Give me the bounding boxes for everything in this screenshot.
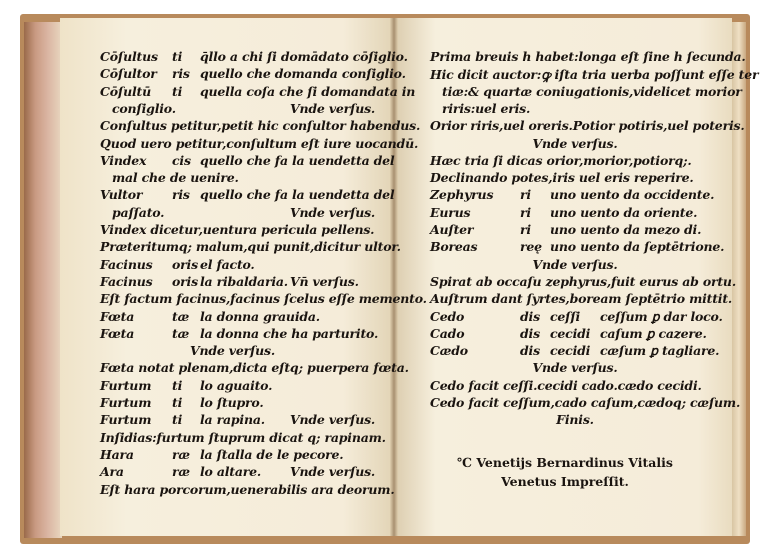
line-text: Declinando potes,iris uel eris reperire. — [430, 170, 694, 186]
line-text: Quod uero petitur,conſultum eſt iure uocandū. — [100, 135, 419, 151]
ending: tæ — [172, 325, 190, 341]
headword: Zephyrus — [430, 187, 494, 203]
gloss: la ſtalla de le pecore. — [200, 446, 344, 462]
text-line — [430, 187, 720, 206]
line-text: Conſultus petitur,petit hic conſultor habendus. — [100, 118, 421, 134]
text-line — [430, 273, 736, 293]
text-line — [430, 101, 720, 120]
text-line — [430, 308, 723, 328]
gloss: ceſſi — [550, 308, 581, 324]
headword: Vindex — [100, 152, 147, 168]
line-text: Fœta notat plenam,dicta eſtq; puerpera fœta. — [100, 360, 409, 376]
ending: ti — [172, 83, 183, 99]
text-line — [100, 83, 416, 103]
text-line — [100, 395, 365, 414]
text-line — [430, 412, 720, 431]
headword: Cado — [430, 325, 465, 341]
headword: Fœta — [100, 325, 135, 341]
text-line — [430, 153, 720, 172]
headword: Cedo — [430, 308, 465, 324]
gloss: quello che domanda conſiglio. — [200, 66, 406, 82]
text-line — [430, 205, 720, 224]
headword: Auſter — [430, 222, 474, 237]
text-line — [100, 66, 406, 85]
gloss: lo altare. — [200, 464, 262, 480]
line-text: riris:uel eris. — [442, 100, 531, 116]
ending: tæ — [172, 308, 190, 324]
gloss: uno uento da mezo di. — [550, 222, 702, 237]
text-line — [430, 360, 720, 379]
text-line — [430, 343, 720, 362]
text-line — [430, 378, 720, 397]
ending: ræ — [172, 446, 190, 462]
text-line — [430, 49, 746, 68]
headword: Cōſultor — [100, 66, 157, 82]
ending: ri — [520, 204, 531, 220]
line-text: tiæ:& quartæ coniugationis,videlicet morior — [442, 83, 742, 99]
line-text: Eſt factum facinus,facinus ſcelus eſſe memento. — [100, 291, 427, 307]
headword: Furtum — [100, 412, 152, 428]
ending: ti — [172, 49, 183, 64]
line-text: Vindex dicetur,uentura pericula pellens. — [100, 222, 375, 237]
line-text: Cedo facit ceſſi.cecidi cado.cædo cecidi. — [430, 377, 702, 393]
headword: Furtum — [100, 377, 152, 393]
gloss: uno uento da ſeptētrione. — [550, 239, 725, 255]
line-text: Inſidias:furtum ſtuprum dicat q; rapinam. — [100, 429, 386, 445]
headword: Furtum — [100, 395, 152, 410]
line-text: Hic dicit auctor:ꝙ iſta tria uerba poſſunt eſſe ter — [430, 67, 759, 83]
text-line — [100, 222, 375, 241]
headword: Vultor — [100, 187, 143, 203]
ending: ti — [172, 377, 183, 393]
line-text: Prima breuis h habet:longa eſt ſine h ſecunda. — [430, 49, 746, 64]
headword: Fœta — [100, 308, 135, 324]
line-text: Orior riris,uel oreris.Potior potiris,uel poteris. — [430, 118, 745, 134]
tail-text: Vnde verſus. — [290, 464, 376, 480]
ending: ri — [520, 222, 531, 237]
tail-text: caſum ꝑ cazere. — [600, 325, 707, 341]
headword: Cōſultū — [100, 83, 151, 99]
text-line — [100, 360, 409, 379]
ending: ri — [520, 187, 531, 203]
gloss: uno uento da occidente. — [550, 187, 715, 203]
text-line — [430, 83, 742, 103]
gloss: el facto. — [200, 256, 255, 272]
text-line — [100, 291, 427, 310]
headword: Boreas — [430, 239, 478, 255]
gloss: la ribaldaria. — [200, 273, 288, 289]
tail-text: Vnde verſus. — [290, 204, 376, 220]
line-text: Eſt hara porcorum,uenerabilis ara deorum. — [100, 481, 395, 497]
line-text: Præteritumq; malum,qui punit,dicitur ultor. — [100, 239, 401, 255]
tail-text: Vn̄ verſus. — [290, 273, 359, 289]
text-line — [430, 118, 745, 137]
ending: ti — [172, 395, 183, 410]
line-text: Auſtrum dant ſyrtes,boream ſeptētrio mittit. — [430, 291, 733, 307]
tail-text: Vnde verſus. — [290, 412, 376, 428]
line-text: Cedo facit ceſſum,cado caſum,cædoq; cæſum. — [430, 395, 741, 410]
colophon-line-2: Venetus Impreſſit. — [501, 474, 629, 489]
text-line — [430, 170, 720, 189]
text-line — [430, 222, 720, 241]
line-text: Spirat ab occaſu zephyrus,fuit eurus ab ortu. — [430, 273, 736, 289]
headword: Hara — [100, 446, 134, 462]
page-edges-left — [24, 22, 62, 538]
tail-text: ceſſum ꝑ dar loco. — [600, 308, 723, 324]
ending: ris — [172, 66, 190, 82]
line-text: mal che de uenire. — [112, 170, 239, 186]
centered-text: Vnde verſus. — [189, 343, 276, 359]
text-line — [100, 464, 376, 483]
gloss: uno uento da oriente. — [550, 204, 698, 220]
centered-text: Vnde verſus. — [532, 360, 618, 376]
gloss: quello che fa la uendetta del — [200, 152, 395, 168]
centered-text: Vnde verſus. — [532, 256, 618, 272]
text-line — [430, 326, 720, 345]
line-text: conſiglio. — [112, 100, 176, 116]
centered-text: Vnde verſus. — [532, 135, 618, 151]
gloss: la donna che ha parturito. — [200, 325, 379, 341]
gloss: q̄llo a chi ſi domādato cōſiglio. — [200, 49, 408, 64]
ending: dis — [520, 343, 540, 359]
text-line — [100, 187, 395, 206]
gloss: la donna grauida. — [200, 308, 320, 324]
ending: dis — [520, 308, 540, 324]
ending: ti — [172, 412, 183, 428]
ending: ræ — [172, 464, 190, 480]
text-line — [430, 395, 741, 414]
headword: Eurus — [430, 204, 471, 220]
ending: oris — [172, 256, 198, 272]
text-line — [100, 274, 365, 293]
text-line — [430, 136, 720, 155]
gloss: quella coſa che ſi domandata in — [200, 83, 416, 99]
tail-text: cæſum ꝑ tagliare. — [600, 343, 720, 359]
ending: dis — [520, 325, 540, 341]
tail-text: Vnde verſus. — [290, 100, 376, 116]
headword: Facinus — [100, 256, 153, 272]
text-line — [100, 49, 408, 68]
text-line — [100, 135, 419, 155]
text-line — [100, 343, 365, 362]
line-text: paſſato. — [112, 204, 165, 220]
ending: reę — [520, 239, 542, 255]
text-line — [100, 118, 421, 137]
headword: Ara — [100, 464, 124, 480]
text-line — [100, 239, 401, 258]
text-line — [100, 170, 365, 189]
text-line — [100, 100, 376, 120]
text-line — [100, 378, 365, 397]
gloss: lo aguaito. — [200, 377, 273, 393]
centered-text: Finis. — [556, 412, 594, 428]
gloss: lo ſtupro. — [200, 395, 264, 410]
text-line — [100, 412, 376, 431]
headword: Facinus — [100, 273, 153, 289]
text-line — [430, 257, 720, 276]
text-line — [100, 257, 365, 276]
text-line — [100, 481, 395, 501]
headword: Cōſultus — [100, 49, 158, 64]
text-line — [430, 66, 759, 85]
colophon-line-1: ℃ Venetijs Bernardinus Vitalis — [457, 455, 673, 470]
ending: oris — [172, 273, 198, 289]
text-line — [100, 447, 365, 466]
gloss: quello che fa la uendetta del — [200, 187, 395, 203]
text-line — [430, 291, 733, 310]
text-line — [100, 309, 365, 328]
gloss: la rapina. — [200, 412, 265, 428]
gloss: cecidi — [550, 325, 591, 341]
ending: cis — [172, 152, 191, 168]
text-line — [100, 429, 386, 449]
ending: ris — [172, 187, 190, 203]
headword: Cædo — [430, 343, 468, 359]
text-line — [100, 152, 395, 172]
text-line — [430, 239, 725, 258]
text-line — [100, 325, 379, 345]
gloss: cecidi — [550, 343, 591, 359]
line-text: Hæc tria ſi dicas orior,morior,potiorq;. — [430, 152, 692, 168]
text-line — [100, 204, 376, 224]
